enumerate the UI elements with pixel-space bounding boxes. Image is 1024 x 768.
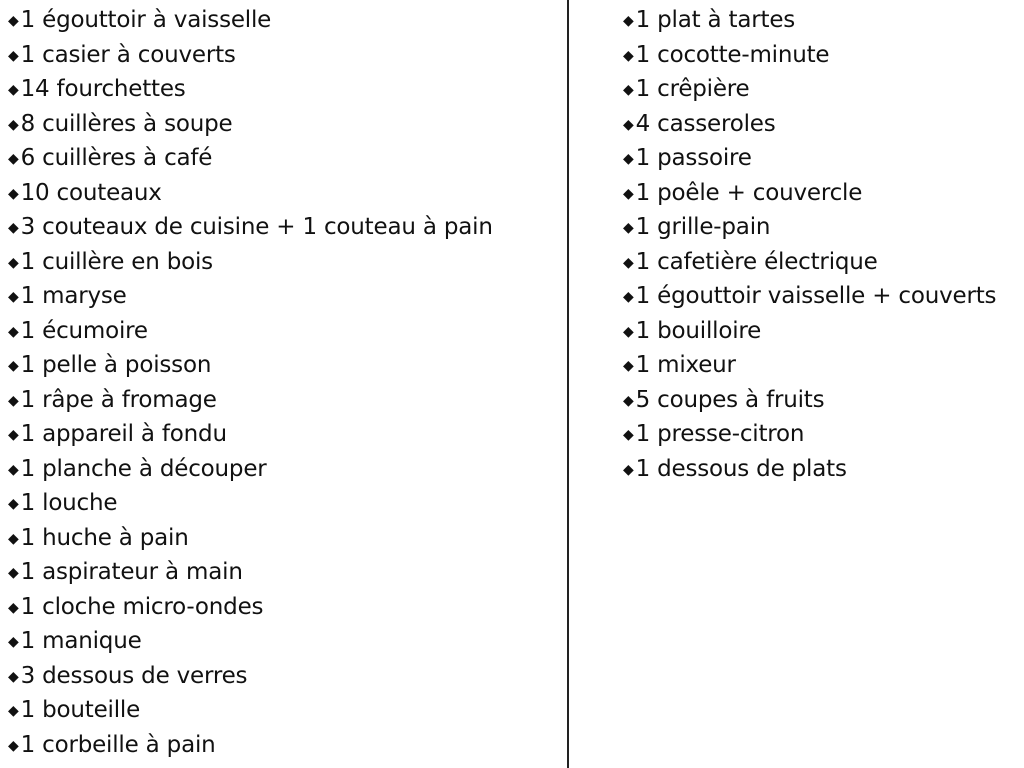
- left-item-label: 1 râpe à fromage: [20, 386, 217, 413]
- right-item-label: 1 cafetière électrique: [635, 248, 878, 275]
- left-list-item: [8, 486, 560, 521]
- left-list-item: [8, 693, 560, 728]
- left-list-item: [8, 72, 560, 107]
- left-item-label: 1 bouteille: [20, 697, 141, 723]
- left-list-item: [8, 590, 560, 625]
- right-list-item: [623, 383, 1019, 418]
- diamond-bullet-icon: ◆: [623, 254, 634, 271]
- left-item-label: 1 corbeille à pain: [20, 731, 216, 758]
- diamond-bullet-icon: ◆: [623, 116, 634, 133]
- left-list-item: [8, 555, 560, 590]
- diamond-bullet-icon: ◆: [8, 634, 19, 650]
- left-list-item: [8, 348, 560, 383]
- right-list-item: [623, 107, 1019, 142]
- left-item-label: 1 appareil à fondu: [20, 421, 227, 447]
- diamond-bullet-icon: ◆: [8, 461, 19, 478]
- diamond-bullet-icon: ◆: [623, 220, 634, 236]
- right-item-label: 1 presse-citron: [635, 421, 805, 447]
- diamond-bullet-icon: ◆: [8, 668, 19, 685]
- right-list-item: [623, 245, 1019, 280]
- diamond-bullet-icon: ◆: [8, 185, 19, 202]
- left-list-item: [8, 659, 560, 694]
- left-item-label: 6 cuillères à café: [20, 145, 213, 171]
- diamond-bullet-icon: ◆: [8, 220, 19, 236]
- diamond-bullet-icon: ◆: [8, 530, 19, 547]
- right-item-label: 1 passoire: [635, 145, 752, 171]
- left-list-item: [8, 107, 560, 142]
- right-list-item: [623, 348, 1019, 383]
- diamond-bullet-icon: ◆: [623, 461, 634, 478]
- diamond-bullet-icon: ◆: [623, 358, 634, 374]
- diamond-bullet-icon: ◆: [623, 185, 634, 202]
- diamond-bullet-icon: ◆: [8, 427, 19, 443]
- left-list-item: [8, 728, 560, 763]
- diamond-bullet-icon: ◆: [623, 13, 634, 29]
- diamond-bullet-icon: ◆: [8, 289, 19, 305]
- left-item-label: 10 couteaux: [20, 179, 162, 206]
- right-list-item: [623, 72, 1019, 107]
- right-item-label: 1 crêpière: [635, 76, 750, 102]
- diamond-bullet-icon: ◆: [8, 323, 19, 340]
- diamond-bullet-icon: ◆: [623, 47, 634, 64]
- left-item-label: 1 pelle à poisson: [20, 352, 212, 378]
- column-divider: [567, 0, 569, 768]
- left-item-list: [8, 3, 560, 762]
- left-list-item: [8, 624, 560, 659]
- right-list-item: [623, 210, 1019, 245]
- right-item-label: 4 casseroles: [635, 110, 776, 137]
- left-list-item: [8, 3, 560, 38]
- left-list-item: [8, 452, 560, 487]
- left-item-label: 3 couteaux de cuisine + 1 couteau à pain: [20, 214, 493, 240]
- left-list-item: [8, 314, 560, 349]
- right-list-item: [623, 176, 1019, 211]
- diamond-bullet-icon: ◆: [623, 151, 634, 167]
- diamond-bullet-icon: ◆: [8, 47, 19, 64]
- left-item-label: 8 cuillères à soupe: [20, 110, 233, 137]
- left-list-item: [8, 176, 560, 211]
- diamond-bullet-icon: ◆: [8, 82, 19, 98]
- right-item-label: 1 cocotte-minute: [635, 41, 830, 68]
- left-item-label: 1 casier à couverts: [20, 41, 236, 68]
- right-list-item: [623, 452, 1019, 487]
- left-item-label: 1 aspirateur à main: [20, 559, 243, 585]
- left-item-label: 1 huche à pain: [20, 524, 189, 551]
- diamond-bullet-icon: ◆: [8, 116, 19, 133]
- left-item-label: 1 louche: [20, 490, 118, 516]
- left-list-item: [8, 417, 560, 452]
- diamond-bullet-icon: ◆: [8, 358, 19, 374]
- diamond-bullet-icon: ◆: [623, 392, 634, 409]
- right-item-label: 1 plat à tartes: [635, 7, 796, 33]
- left-item-label: 1 cloche micro-ondes: [20, 593, 264, 620]
- left-list-item: [8, 245, 560, 280]
- left-list-item: [8, 141, 560, 176]
- left-list-item: [8, 38, 560, 73]
- left-item-label: 1 maryse: [20, 283, 127, 309]
- right-list-item: [623, 314, 1019, 349]
- diamond-bullet-icon: ◆: [623, 82, 634, 98]
- diamond-bullet-icon: ◆: [623, 323, 634, 340]
- left-item-label: 1 écumoire: [20, 317, 148, 344]
- diamond-bullet-icon: ◆: [8, 599, 19, 616]
- left-item-label: 1 égouttoir à vaisselle: [20, 7, 272, 33]
- right-list-item: [623, 417, 1019, 452]
- diamond-bullet-icon: ◆: [8, 13, 19, 29]
- diamond-bullet-icon: ◆: [8, 496, 19, 512]
- right-item-label: 1 grille-pain: [635, 214, 771, 240]
- diamond-bullet-icon: ◆: [623, 427, 634, 443]
- left-item-label: 1 cuillère en bois: [20, 248, 213, 275]
- right-item-label: 1 égouttoir vaisselle + couverts: [635, 283, 997, 309]
- left-item-label: 3 dessous de verres: [20, 662, 248, 689]
- right-list-item: [623, 279, 1019, 314]
- diamond-bullet-icon: ◆: [8, 392, 19, 409]
- right-item-list: [623, 3, 1019, 486]
- diamond-bullet-icon: ◆: [8, 737, 19, 754]
- diamond-bullet-icon: ◆: [8, 254, 19, 271]
- right-item-label: 5 coupes à fruits: [635, 386, 825, 413]
- right-item-label: 1 poêle + couvercle: [635, 179, 863, 206]
- right-item-label: 1 mixeur: [635, 352, 736, 378]
- left-list-item: [8, 383, 560, 418]
- diamond-bullet-icon: ◆: [8, 151, 19, 167]
- right-item-label: 1 dessous de plats: [635, 455, 847, 482]
- left-list-item: [8, 521, 560, 556]
- diamond-bullet-icon: ◆: [8, 703, 19, 719]
- right-item-label: 1 bouilloire: [635, 317, 762, 344]
- left-item-label: 14 fourchettes: [20, 76, 186, 102]
- left-item-label: 1 planche à découper: [20, 455, 267, 482]
- right-list-item: [623, 141, 1019, 176]
- diamond-bullet-icon: ◆: [8, 565, 19, 581]
- left-list-item: [8, 279, 560, 314]
- right-list-item: [623, 38, 1019, 73]
- diamond-bullet-icon: ◆: [623, 289, 634, 305]
- left-item-label: 1 manique: [20, 628, 142, 654]
- right-list-item: [623, 3, 1019, 38]
- left-list-item: [8, 210, 560, 245]
